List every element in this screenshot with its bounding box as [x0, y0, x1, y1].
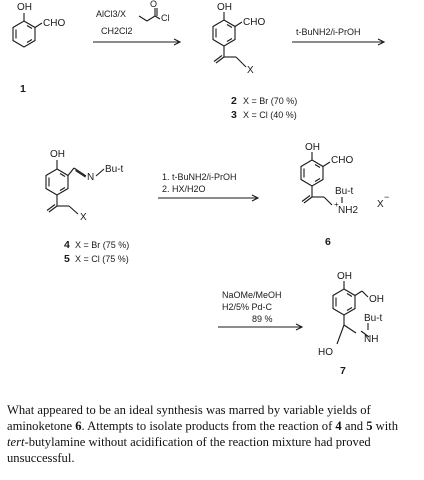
step4-reagent-line1: NaOMe/MeOH [222, 290, 282, 300]
c6-oh-label: OH [305, 142, 320, 153]
c6-counterion-label: X [377, 199, 384, 210]
compound-2-yield: X = Br (70 %) [243, 96, 298, 106]
compound-4-yield: X = Br (75 %) [75, 240, 130, 250]
compound-4-5-structure [46, 160, 104, 214]
body-paragraph [7, 402, 419, 466]
compound-7-number: 7 [340, 365, 346, 377]
step4-reagent-line2: H2/5% Pd-C [222, 302, 273, 312]
step4-yield: 89 % [252, 314, 273, 324]
compound-2-3-structure [213, 12, 246, 67]
compound-5-number: 5 [64, 253, 70, 265]
c7-oh-top-label: OH [337, 271, 352, 282]
c45-x-label: X [80, 212, 87, 223]
reaction-arrows [93, 39, 384, 330]
c23-x-label: X [247, 65, 254, 76]
c45-oh-label: OH [50, 149, 65, 160]
compound-5-yield: X = Cl (75 %) [75, 254, 129, 264]
step2-reagent: t-BuNH2/i-PrOH [296, 27, 361, 37]
c6-butyl-label: Bu-t [335, 186, 354, 197]
para-text-3: and [341, 419, 367, 433]
para-tert: tert [7, 435, 25, 449]
c45-imine-n: N [87, 172, 95, 183]
c1-cho-label: CHO [43, 18, 66, 29]
step1-reagent-line1: AlCl3/X [96, 9, 127, 19]
compound-2-number: 2 [231, 95, 237, 107]
compound-4-number: 4 [64, 239, 70, 251]
c23-oh-label: OH [217, 2, 232, 13]
c6-nh2-label: NH2 [338, 205, 359, 216]
step3-reagent-line2: 2. HX/H2O [162, 184, 206, 194]
c6-cho-label: CHO [331, 155, 354, 166]
c7-ho-label: HO [318, 347, 333, 358]
para-compound-5: 5 [366, 419, 373, 433]
c6-counterion-charge: − [384, 192, 390, 202]
step1-acyl-oxygen: O [150, 0, 158, 9]
para-compound-6: 6 [75, 419, 82, 433]
acyl-halide-sketch [139, 8, 160, 21]
para-text-2: . Attempts to isolate products from the reaction of [81, 419, 336, 433]
c23-cho-label: CHO [243, 17, 266, 28]
compound-6-number: 6 [325, 236, 331, 248]
step3-reagent-line1: 1. t-BuNH2/i-PrOH [162, 172, 237, 182]
c7-butyl-label: Bu-t [364, 313, 383, 324]
para-text-5: -butylamine without acidification of the reaction mixture had proved unsuccessful. [7, 435, 371, 465]
c7-oh-side-label: OH [369, 294, 384, 305]
c45-butyl-label: Bu-t [105, 164, 124, 175]
step1-reagent-line2: CH2Cl2 [101, 26, 133, 36]
para-text-1: What appeared to be an ideal synthesis was marred by variable yields of aminoketone [7, 403, 371, 433]
c6-plus-charge: + [334, 200, 339, 209]
step1-acyl-chlorine: Cl [161, 13, 170, 23]
compound-3-number: 3 [231, 109, 237, 121]
compound-1-number: 1 [20, 83, 26, 95]
compound-3-yield: X = Cl (40 %) [243, 110, 297, 120]
compound-1-structure [13, 13, 42, 47]
c7-nh-label: NH [364, 334, 379, 345]
c1-oh-label: OH [17, 2, 32, 13]
para-compound-4: 4 [335, 419, 342, 433]
para-text-4: with [372, 419, 399, 433]
